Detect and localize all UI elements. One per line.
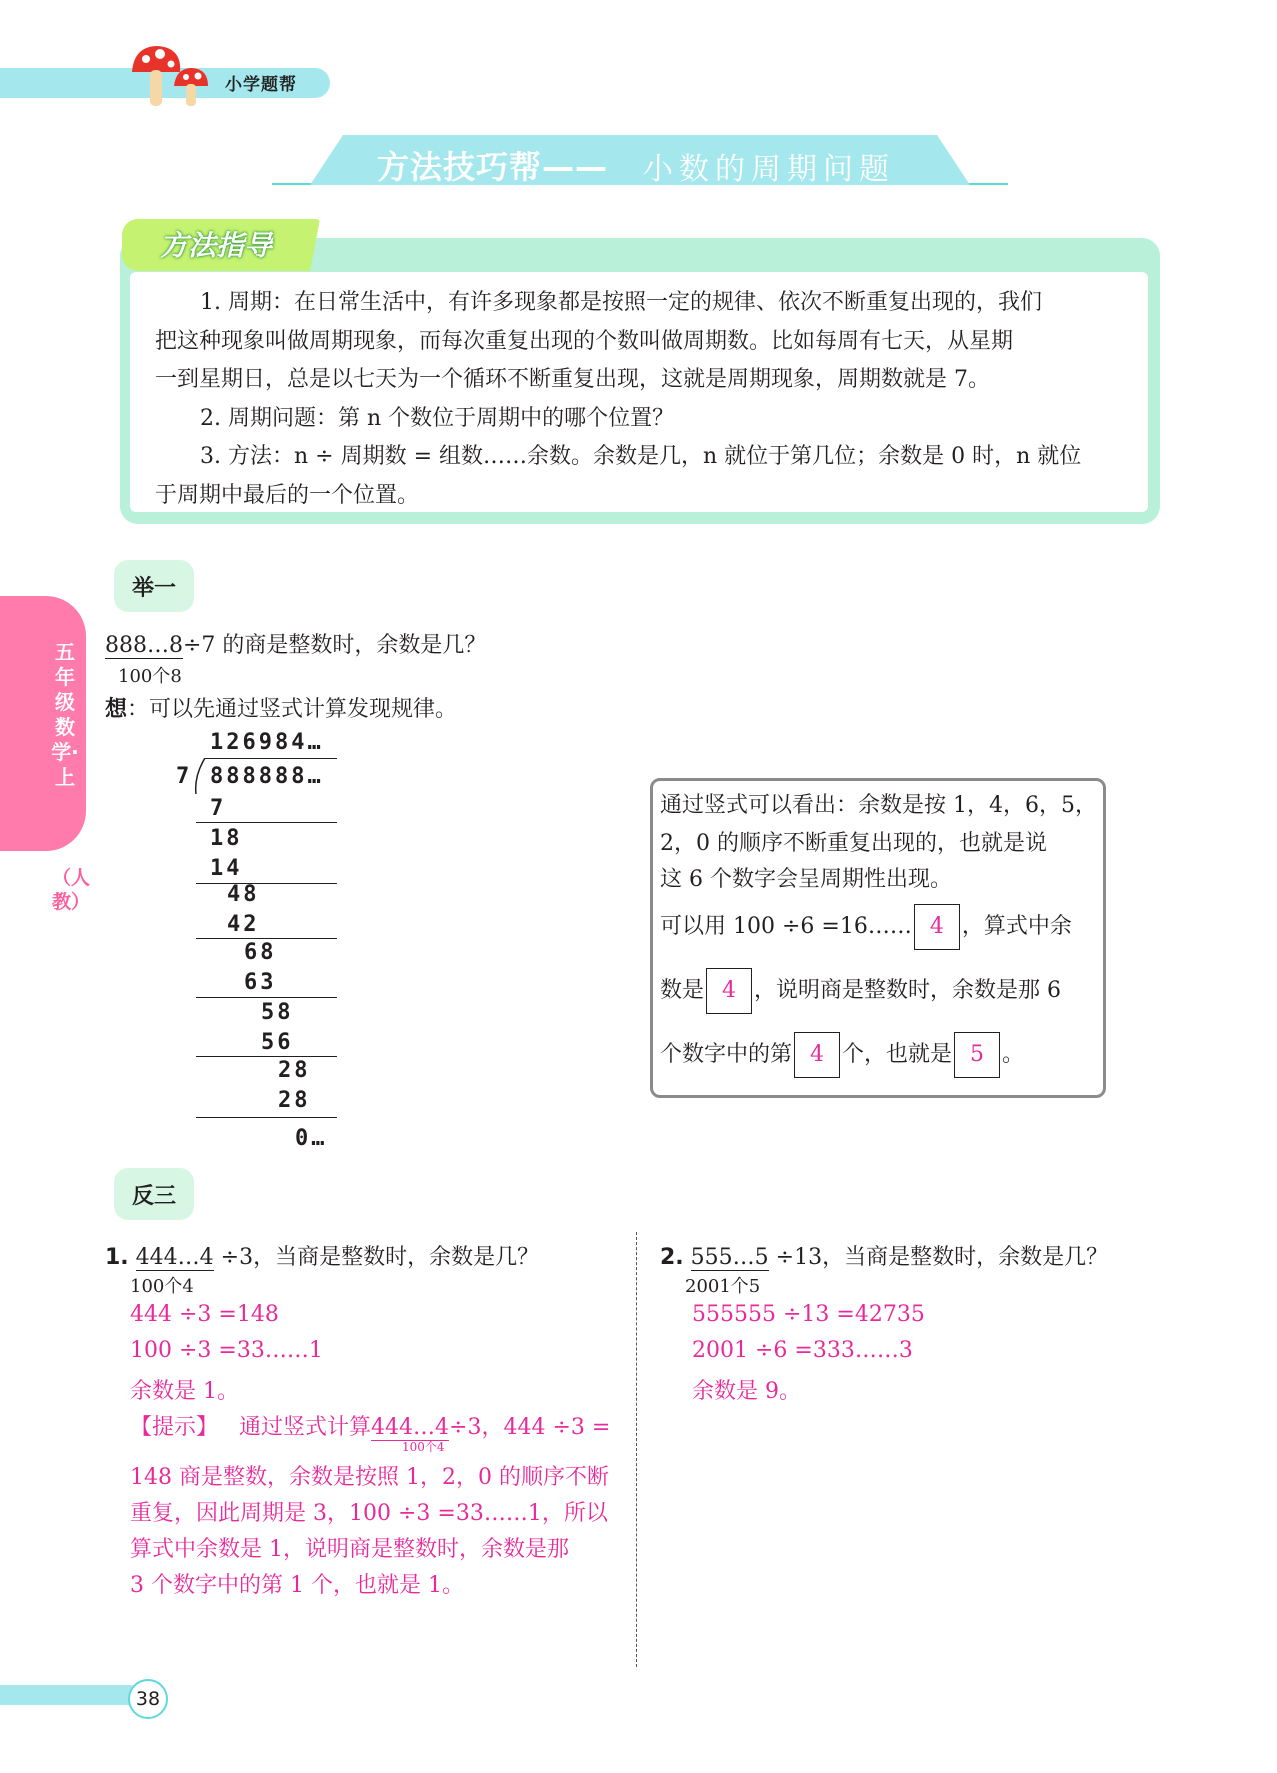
division-step: 42 — [227, 912, 260, 937]
example-question — [105, 628, 486, 659]
footer-band — [0, 1685, 140, 1705]
step-line — [196, 997, 337, 998]
answer-box: 4 — [914, 904, 960, 950]
analysis-text: 数是 — [660, 978, 705, 1003]
step-line — [196, 883, 337, 884]
analysis-text: ，说明商是整数时，余数是那 6 — [754, 978, 1062, 1003]
division-step: 28 — [278, 1088, 311, 1113]
guide-line: 于周期中最后的一个位置。 — [155, 482, 420, 508]
answer-box: 5 — [954, 1032, 1000, 1078]
question-text: ÷13，当商是整数时，余数是几？ — [768, 1245, 1109, 1270]
repeating-number: 555…5 — [690, 1245, 769, 1270]
answer-line: 444 ÷3 =148 — [130, 1302, 279, 1327]
analysis-text: 可以用 100 ÷6 =16…… — [660, 914, 912, 939]
division-step: 48 — [227, 882, 260, 907]
guide-line: 1. 周期：在日常生活中，有许多现象都是按照一定的规律、依次不断重复出现的，我们 — [200, 290, 1042, 315]
answer-box: 4 — [706, 968, 752, 1014]
hint-text: ÷3，444 ÷3 = — [449, 1415, 611, 1440]
step-line — [196, 822, 337, 823]
hint-line: 3 个数字中的第 1 个，也就是 1。 — [130, 1573, 464, 1598]
dividend: 888888… — [210, 764, 324, 789]
analysis-line — [660, 904, 1072, 950]
guide-line: 一到星期日，总是以七天为一个循环不断重复出现，这就是周期现象，周期数就是 7。 — [155, 367, 990, 392]
hint-text: 通过竖式计算 — [239, 1415, 372, 1440]
repeating-number: 888…8 — [105, 633, 183, 658]
quotient: 126984… — [210, 730, 324, 755]
hint-line: 重复，因此周期是 3，100 ÷3 =33……1，所以 — [130, 1501, 608, 1526]
grade-label: 五年级数学·上 — [51, 640, 79, 789]
analysis-line: 2，0 的顺序不断重复出现的，也就是说 — [660, 831, 1047, 856]
mushroom-icon — [128, 42, 218, 112]
guide-line: 3. 方法：n ÷ 周期数 = 组数……余数。余数是几，n 就位于第几位；余数是 0 时，n 就位 — [200, 444, 1082, 469]
repeating-number: 444…4 — [371, 1415, 450, 1440]
question-number: 1. — [105, 1245, 129, 1270]
think-label: 想 — [105, 697, 128, 722]
method-guide-label: 方法指导 — [160, 229, 273, 262]
question-text: ÷7 的商是整数时，余数是几？ — [183, 633, 487, 658]
analysis-line — [660, 1032, 1024, 1078]
brace-label: 100个8 — [118, 666, 182, 687]
answer-line: 余数是 1。 — [130, 1379, 239, 1404]
division-step: 68 — [244, 940, 277, 965]
division-step: 28 — [278, 1058, 311, 1083]
hint-brace-label: 100个4 — [402, 1440, 445, 1454]
practice-question-2 — [660, 1240, 1108, 1271]
guide-line: 把这种现象叫做周期现象，而每次重复出现的个数叫做周期数。比如每周有七天，从星期 — [155, 328, 1014, 354]
division-step: 63 — [244, 970, 277, 995]
answer-line: 余数是 9。 — [692, 1379, 801, 1404]
answer-line: 100 ÷3 =33……1 — [130, 1338, 323, 1363]
division-step: 14 — [210, 856, 243, 881]
analysis-text: 个数字中的第 — [660, 1042, 793, 1067]
hint-line: 算式中余数是 1，说明商是整数时，余数是那 — [130, 1537, 569, 1562]
analysis-text: ，算式中余 — [961, 914, 1072, 939]
analysis-line: 这 6 个数字会呈周期性出现。 — [660, 867, 952, 892]
guide-line: 2. 周期问题：第 n 个数位于周期中的哪个位置？ — [200, 405, 675, 431]
question-number: 2. — [660, 1245, 684, 1270]
hint-line: 148 商是整数，余数是按照 1，2，0 的顺序不断 — [130, 1465, 609, 1490]
answer-line: 555555 ÷13 =42735 — [692, 1302, 925, 1327]
repeating-number: 444…4 — [135, 1245, 214, 1270]
question-text: ÷3，当商是整数时，余数是几？ — [213, 1245, 540, 1270]
edition-label: （人教） — [52, 867, 91, 913]
analysis-line — [660, 968, 1061, 1014]
answer-box: 4 — [794, 1032, 840, 1078]
division-step: 58 — [261, 1000, 294, 1025]
analysis-text: 个，也就是 — [842, 1042, 953, 1067]
practice-question-1 — [105, 1240, 539, 1271]
brace-label: 2001个5 — [685, 1276, 761, 1297]
title-main: 方法技巧帮—— — [377, 148, 609, 186]
step-line — [196, 938, 337, 939]
division-bracket — [192, 758, 208, 794]
brand-name: 小学题帮 — [225, 75, 297, 95]
division-step: 0… — [295, 1126, 328, 1151]
title-subtitle: 小数的周期问题 — [643, 152, 895, 187]
hint-line — [130, 1410, 610, 1441]
analysis-text: 。 — [1002, 1042, 1025, 1067]
division-step: 56 — [261, 1030, 294, 1055]
step-line — [196, 1056, 337, 1057]
hint-label: 【提示】 — [130, 1415, 219, 1440]
method-guide-text — [155, 284, 1130, 515]
brace-label: 100个4 — [130, 1276, 194, 1297]
division-bar — [205, 758, 337, 759]
divisor: 7 — [176, 764, 193, 789]
example-pill: 举一 — [114, 560, 194, 612]
step-line — [196, 1117, 337, 1118]
think-text: ：可以先通过竖式计算发现规律。 — [127, 697, 458, 722]
page-number: 38 — [128, 1679, 168, 1719]
division-step: 18 — [210, 826, 243, 851]
practice-pill: 反三 — [114, 1168, 194, 1220]
column-divider — [636, 1232, 637, 1667]
think-line — [105, 692, 457, 723]
answer-line: 2001 ÷6 =333……3 — [692, 1338, 913, 1363]
division-step: 7 — [210, 796, 227, 821]
analysis-line: 通过竖式可以看出：余数是按 1，4，6，5， — [660, 793, 1097, 818]
